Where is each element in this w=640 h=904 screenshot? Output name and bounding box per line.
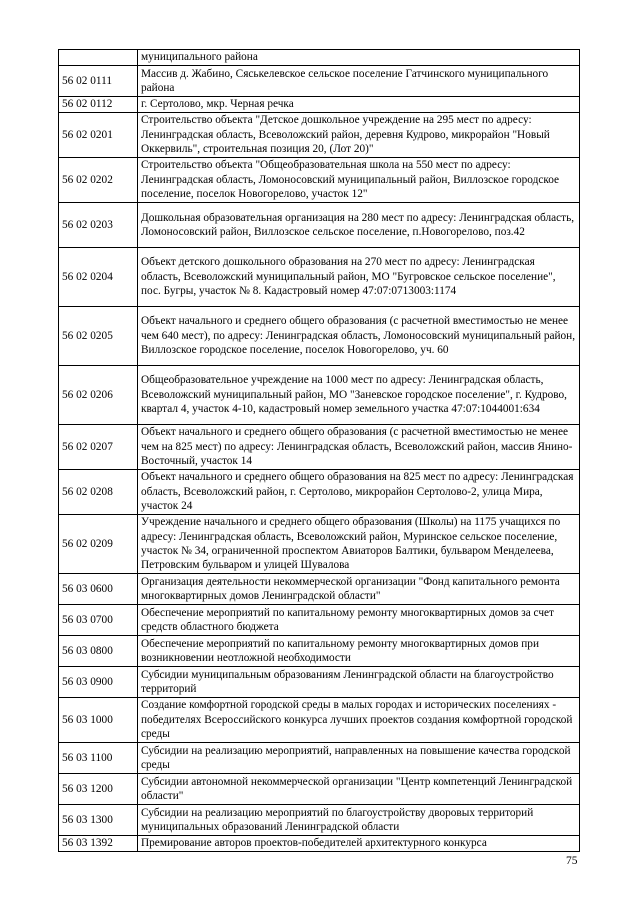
table-row — [59, 605, 580, 636]
table-row — [59, 307, 580, 366]
table-row — [59, 113, 580, 158]
target-code-cell — [59, 50, 138, 66]
table-row — [59, 50, 580, 66]
table-row — [59, 636, 580, 667]
target-code-cell: 56 03 0600 — [59, 574, 138, 605]
target-code-cell: 56 03 0900 — [59, 667, 138, 698]
target-code-cell: 56 02 0207 — [59, 425, 138, 470]
description-cell: Премирование авторов проектов-победителей архитектурного конкурса — [138, 836, 580, 852]
description-cell: Субсидии на реализацию мероприятий, направленных на повышение качества городской среды — [138, 743, 580, 774]
table-row — [59, 836, 580, 852]
table-row — [59, 66, 580, 97]
description-cell: Обеспечение мероприятий по капитальному ремонту многоквартирных домов при возникновении неотложной необходимости — [138, 636, 580, 667]
target-code-cell: 56 03 0800 — [59, 636, 138, 667]
table-row — [59, 805, 580, 836]
target-code-cell: 56 02 0201 — [59, 113, 138, 158]
budget-classification-table — [58, 49, 580, 852]
description-cell: Строительство объекта "Детское дошкольное учреждение на 295 мест по адресу: Ленинградская область, Всеволожский район, деревня Кудрово, микрорайон "Новый Оккервиль", строительная позиция 20, (Лот 20)" — [138, 113, 580, 158]
target-code-cell: 56 03 1200 — [59, 774, 138, 805]
description-cell: Объект начального и среднего общего образования на 825 мест по адресу: Ленинградская область, Всеволожский район, г. Сертолово, микрорайон Сертолово-2, улица Мира, участок 24 — [138, 470, 580, 515]
table-row — [59, 470, 580, 515]
table-row — [59, 97, 580, 113]
target-code-cell: 56 02 0209 — [59, 515, 138, 574]
description-cell: Создание комфортной городской среды в малых городах и исторических поселениях - победителях Всероссийского конкурса лучших проектов создания комфортной городской среды — [138, 698, 580, 743]
page-number: 75 — [566, 855, 578, 867]
table-row — [59, 667, 580, 698]
target-code-cell: 56 03 1100 — [59, 743, 138, 774]
description-cell: Организация деятельности некоммерческой организации "Фонд капитального ремонта многоквартирных домов Ленинградской области" — [138, 574, 580, 605]
table-body — [59, 50, 580, 852]
description-cell: Субсидии муниципальным образованиям Ленинградской области на благоустройство территорий — [138, 667, 580, 698]
description-cell: Субсидии на реализацию мероприятий по благоустройству дворовых территорий муниципальных образований Ленинградской области — [138, 805, 580, 836]
target-code-cell: 56 03 1000 — [59, 698, 138, 743]
table-row — [59, 203, 580, 248]
target-code-cell: 56 02 0205 — [59, 307, 138, 366]
target-code-cell: 56 02 0202 — [59, 158, 138, 203]
description-cell: Учреждение начального и среднего общего образования (Школы) на 1175 учащихся по адресу: Ленинградская область, Всеволожский район, Муринское сельское поселение, участок № 34, ограниченной проспектом Авиаторов Балтики, бульваром Менделеева, Петровским бульваром и улицей Шувалова — [138, 515, 580, 574]
target-code-cell: 56 03 1300 — [59, 805, 138, 836]
target-code-cell: 56 03 0700 — [59, 605, 138, 636]
table-row — [59, 698, 580, 743]
target-code-cell: 56 02 0208 — [59, 470, 138, 515]
description-cell: Дошкольная образовательная организация на 280 мест по адресу: Ленинградская область, Ломоносовский район, Виллозское сельское поселение, п.Новогорелово, поз.42 — [138, 203, 580, 248]
description-cell: г. Сертолово, мкр. Черная речка — [138, 97, 580, 113]
target-code-cell: 56 02 0111 — [59, 66, 138, 97]
table-row — [59, 515, 580, 574]
table-row — [59, 158, 580, 203]
table-row — [59, 743, 580, 774]
target-code-cell: 56 02 0206 — [59, 366, 138, 425]
table-row — [59, 425, 580, 470]
description-cell: Объект детского дошкольного образования на 270 мест по адресу: Ленинградская область, Всеволожский муниципальный район, МО "Бугровское сельское поселение", пос. Бугры, участок № 8. Кадастровый номер 47:07:0713003:1174 — [138, 248, 580, 307]
description-cell: Строительство объекта "Общеобразовательная школа на 550 мест по адресу: Ленинградская область, Ломоносовский муниципальный район, Виллозское городское поселение, поселок Новогорелово, участок 12" — [138, 158, 580, 203]
target-code-cell: 56 02 0112 — [59, 97, 138, 113]
description-cell: Объект начального и среднего общего образования (с расчетной вместимостью не менее чем 640 мест), по адресу: Ленинградская область, Ломоносовский муниципальный район, Виллозское городское поселение, поселок Новогорелово, уч. 60 — [138, 307, 580, 366]
table-row — [59, 574, 580, 605]
description-cell: Общеобразовательное учреждение на 1000 мест по адресу: Ленинградская область, Всеволожский муниципальный район, МО "Заневское городское поселение", г. Кудрово, квартал 4, участок 4-10, кадастровый номер земельного участка 47:07:1044001:634 — [138, 366, 580, 425]
description-cell: Объект начального и среднего общего образования (с расчетной вместимостью не менее чем на 825 мест) по адресу: Ленинградская область, Всеволожский район, массив Янино-Восточный, участок 14 — [138, 425, 580, 470]
description-cell: Субсидии автономной некоммерческой организации "Центр компетенций Ленинградской области" — [138, 774, 580, 805]
description-cell: муниципального района — [138, 50, 580, 66]
table-row — [59, 248, 580, 307]
description-cell: Обеспечение мероприятий по капитальному ремонту многоквартирных домов за счет средств областного бюджета — [138, 605, 580, 636]
target-code-cell: 56 02 0204 — [59, 248, 138, 307]
table-row — [59, 774, 580, 805]
target-code-cell: 56 02 0203 — [59, 203, 138, 248]
target-code-cell: 56 03 1392 — [59, 836, 138, 852]
table-row — [59, 366, 580, 425]
description-cell: Массив д. Жабино, Сяськелевское сельское поселение Гатчинского муниципального района — [138, 66, 580, 97]
